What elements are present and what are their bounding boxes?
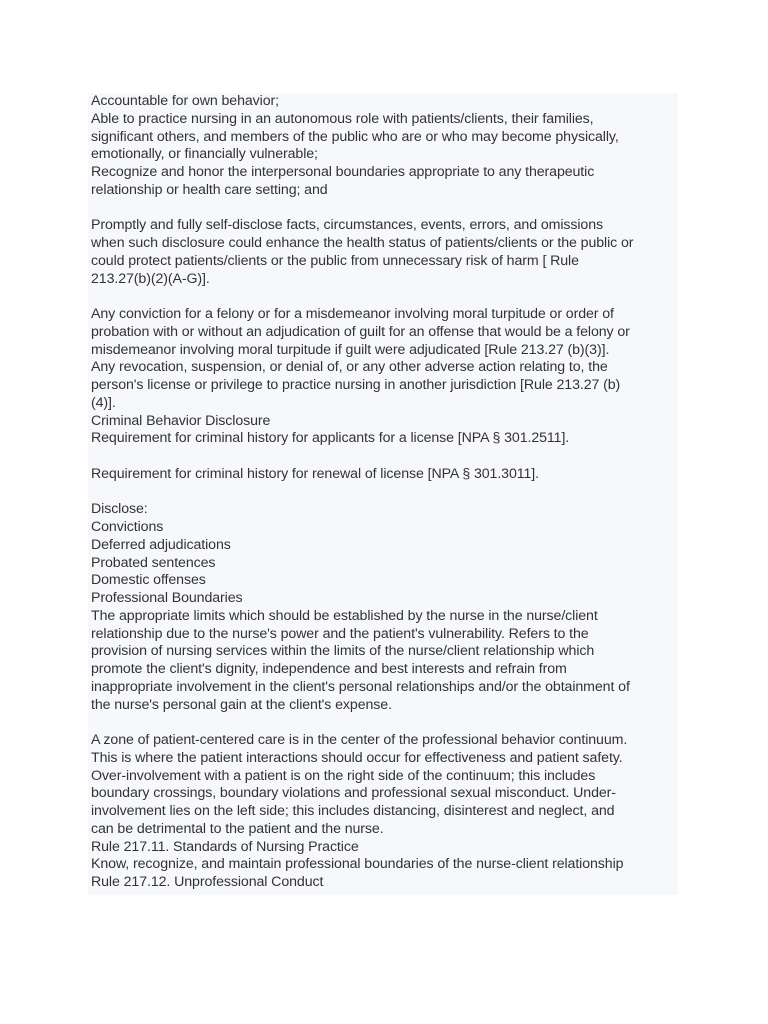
- text-line: inappropriate involvement in the client's personal relationships and/or the obtainment of: [91, 678, 630, 695]
- text-line: provision of nursing services within the limits of the nurse/client relationship which: [91, 643, 595, 660]
- blank-line: [91, 448, 678, 466]
- text-line: Any revocation, suspension, or denial of, or any other adverse action relating to, the: [91, 359, 608, 376]
- text-line: Over-involvement with a patient is on the right side of the continuum; this includes: [91, 767, 596, 784]
- text-line: when such disclosure could enhance the health status of patients/clients or the public or: [91, 235, 634, 251]
- text-line: Requirement for criminal history for renewal of license [NPA § 301.3011].: [91, 465, 539, 482]
- document-text-block: [88, 93, 678, 895]
- text-line: Recognize and honor the interpersonal boundaries appropriate to any therapeutic: [91, 164, 595, 180]
- text-line: involvement lies on the left side; this includes distancing, disinterest and neglect, and: [91, 803, 615, 819]
- text-line: The appropriate limits which should be established by the nurse in the nurse/client: [91, 607, 598, 624]
- list-item: Domestic offenses: [91, 572, 206, 589]
- text-line: Accountable for own behavior;: [91, 93, 279, 109]
- text-line: Know, recognize, and maintain professional boundaries of the nurse-client relationship: [91, 856, 624, 873]
- text-line: Any conviction for a felony or for a misdemeanor involving moral turpitude or order of: [91, 306, 614, 322]
- text-line: (4)].: [91, 394, 116, 411]
- text-line: emotionally, or financially vulnerable;: [91, 146, 318, 163]
- text-line: boundary crossings, boundary violations and professional sexual misconduct. Under-: [91, 785, 616, 802]
- text-line: This is where the patient interactions should occur for effectiveness and patient safety.: [91, 749, 623, 766]
- blank-line: [91, 484, 678, 502]
- text-line: Able to practice nursing in an autonomous role with patients/clients, their families,: [91, 110, 594, 127]
- text-line: promote the client's dignity, independence and best interests and refrain from: [91, 661, 567, 677]
- section-heading: Rule 217.12. Unprofessional Conduct: [91, 874, 324, 890]
- text-line: relationship or health care setting; and: [91, 181, 328, 198]
- list-item: Probated sentences: [91, 554, 216, 571]
- text-line: can be detrimental to the patient and the nurse.: [91, 820, 384, 837]
- text-line: misdemeanor involving moral turpitude if guilt were adjudicated [Rule 213.27 (b)(3)].: [91, 341, 610, 358]
- text-line: Requirement for criminal history for applicants for a license [NPA § 301.2511].: [91, 430, 570, 447]
- text-line: relationship due to the nurse's power and the patient's vulnerability. Refers to the: [91, 625, 589, 642]
- text-line: probation with or without an adjudication of guilt for an offense that would be a felony or: [91, 323, 630, 340]
- section-heading: Professional Boundaries: [91, 590, 243, 606]
- text-line: significant others, and members of the public who are or who may become physically,: [91, 128, 619, 145]
- list-item: Convictions: [91, 519, 164, 535]
- text-line: could protect patients/clients or the public from unnecessary risk of harm [ Rule: [91, 252, 579, 269]
- text-line: the nurse's personal gain at the client's expense.: [91, 696, 392, 713]
- text-line: 213.27(b)(2)(A-G)].: [91, 270, 210, 287]
- text-line: person's license or privilege to practice nursing in another jurisdiction [Rule 213.27 (b): [91, 377, 621, 393]
- text-line: Disclose:: [91, 501, 148, 518]
- section-heading: Criminal Behavior Disclosure: [91, 412, 271, 429]
- list-item: Deferred adjudications: [91, 536, 231, 553]
- blank-line: [91, 200, 678, 218]
- section-heading: Rule 217.11. Standards of Nursing Practice: [91, 838, 359, 855]
- blank-line: [91, 714, 678, 732]
- text-line: Promptly and fully self-disclose facts, circumstances, events, errors, and omissions: [91, 217, 604, 234]
- blank-line: [91, 288, 678, 306]
- text-line: A zone of patient-centered care is in the center of the professional behavior continuum.: [91, 732, 628, 748]
